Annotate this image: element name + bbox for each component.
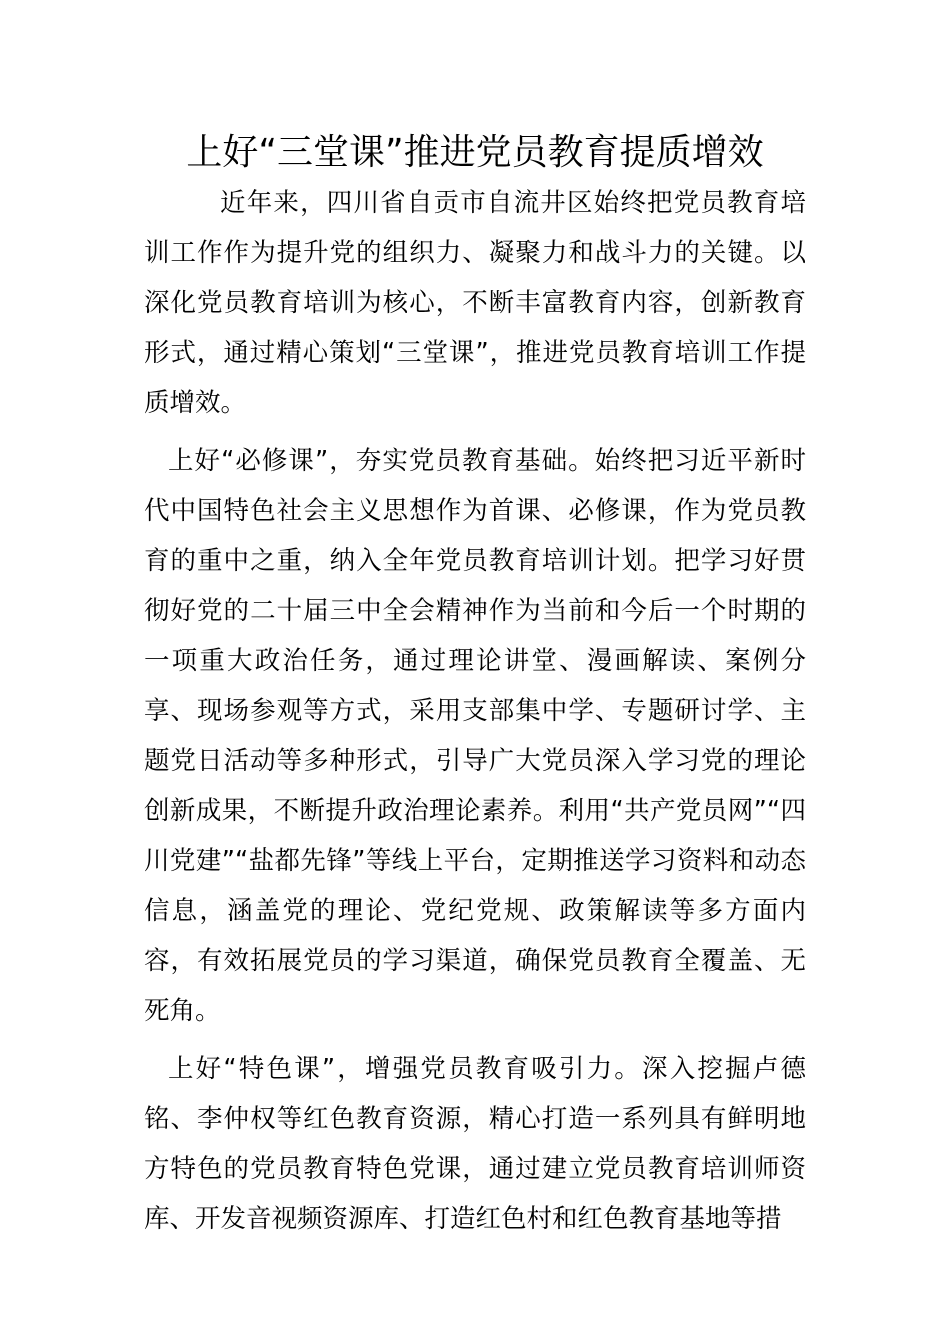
document-title: 上好“三堂课”推进党员教育提质增效 (186, 132, 764, 173)
document-page (144, 128, 806, 1252)
paragraph-featured-course: 上好“特色课”，增强党员教育吸引力。深入挖掘卢德铭、李仲权等红色教育资源，精心打造一系列具有鲜明地方特色的党员教育特色党课，通过建立党员教育培训师资库、开发音视频资源库、打造红色村和红色教育基地等措 (144, 1054, 806, 1234)
paragraph-required-course: 上好“必修课”，夯实党员教育基础。始终把习近平新时代中国特色社会主义思想作为首课、必修课，作为党员教育的重中之重，纳入全年党员教育培训计划。把学习好贯彻好党的二十届三中全会精神作为当前和今后一个时期的一项重大政治任务，通过理论讲堂、漫画解读、案例分享、现场参观等方式，采用支部集中学、专题研讨学、主题党日活动等多种形式，引导广大党员深入学习党的理论创新成果，不断提升政治理论素养。利用“共产党员网”“四川党建”“盐都先锋”等线上平台，定期推送学习资料和动态信息，涵盖党的理论、党纪党规、政策解读等多方面内容，有效拓展党员的学习渠道，确保党员教育全覆盖、无死角。 (144, 446, 806, 1026)
paragraph-intro: 近年来，四川省自贡市自流井区始终把党员教育培训工作作为提升党的组织力、凝聚力和战斗力的关键。以深化党员教育培训为核心，不断丰富教育内容，创新教育形式，通过精心策划“三堂课”，推进党员教育培训工作提质增效。 (144, 188, 806, 418)
